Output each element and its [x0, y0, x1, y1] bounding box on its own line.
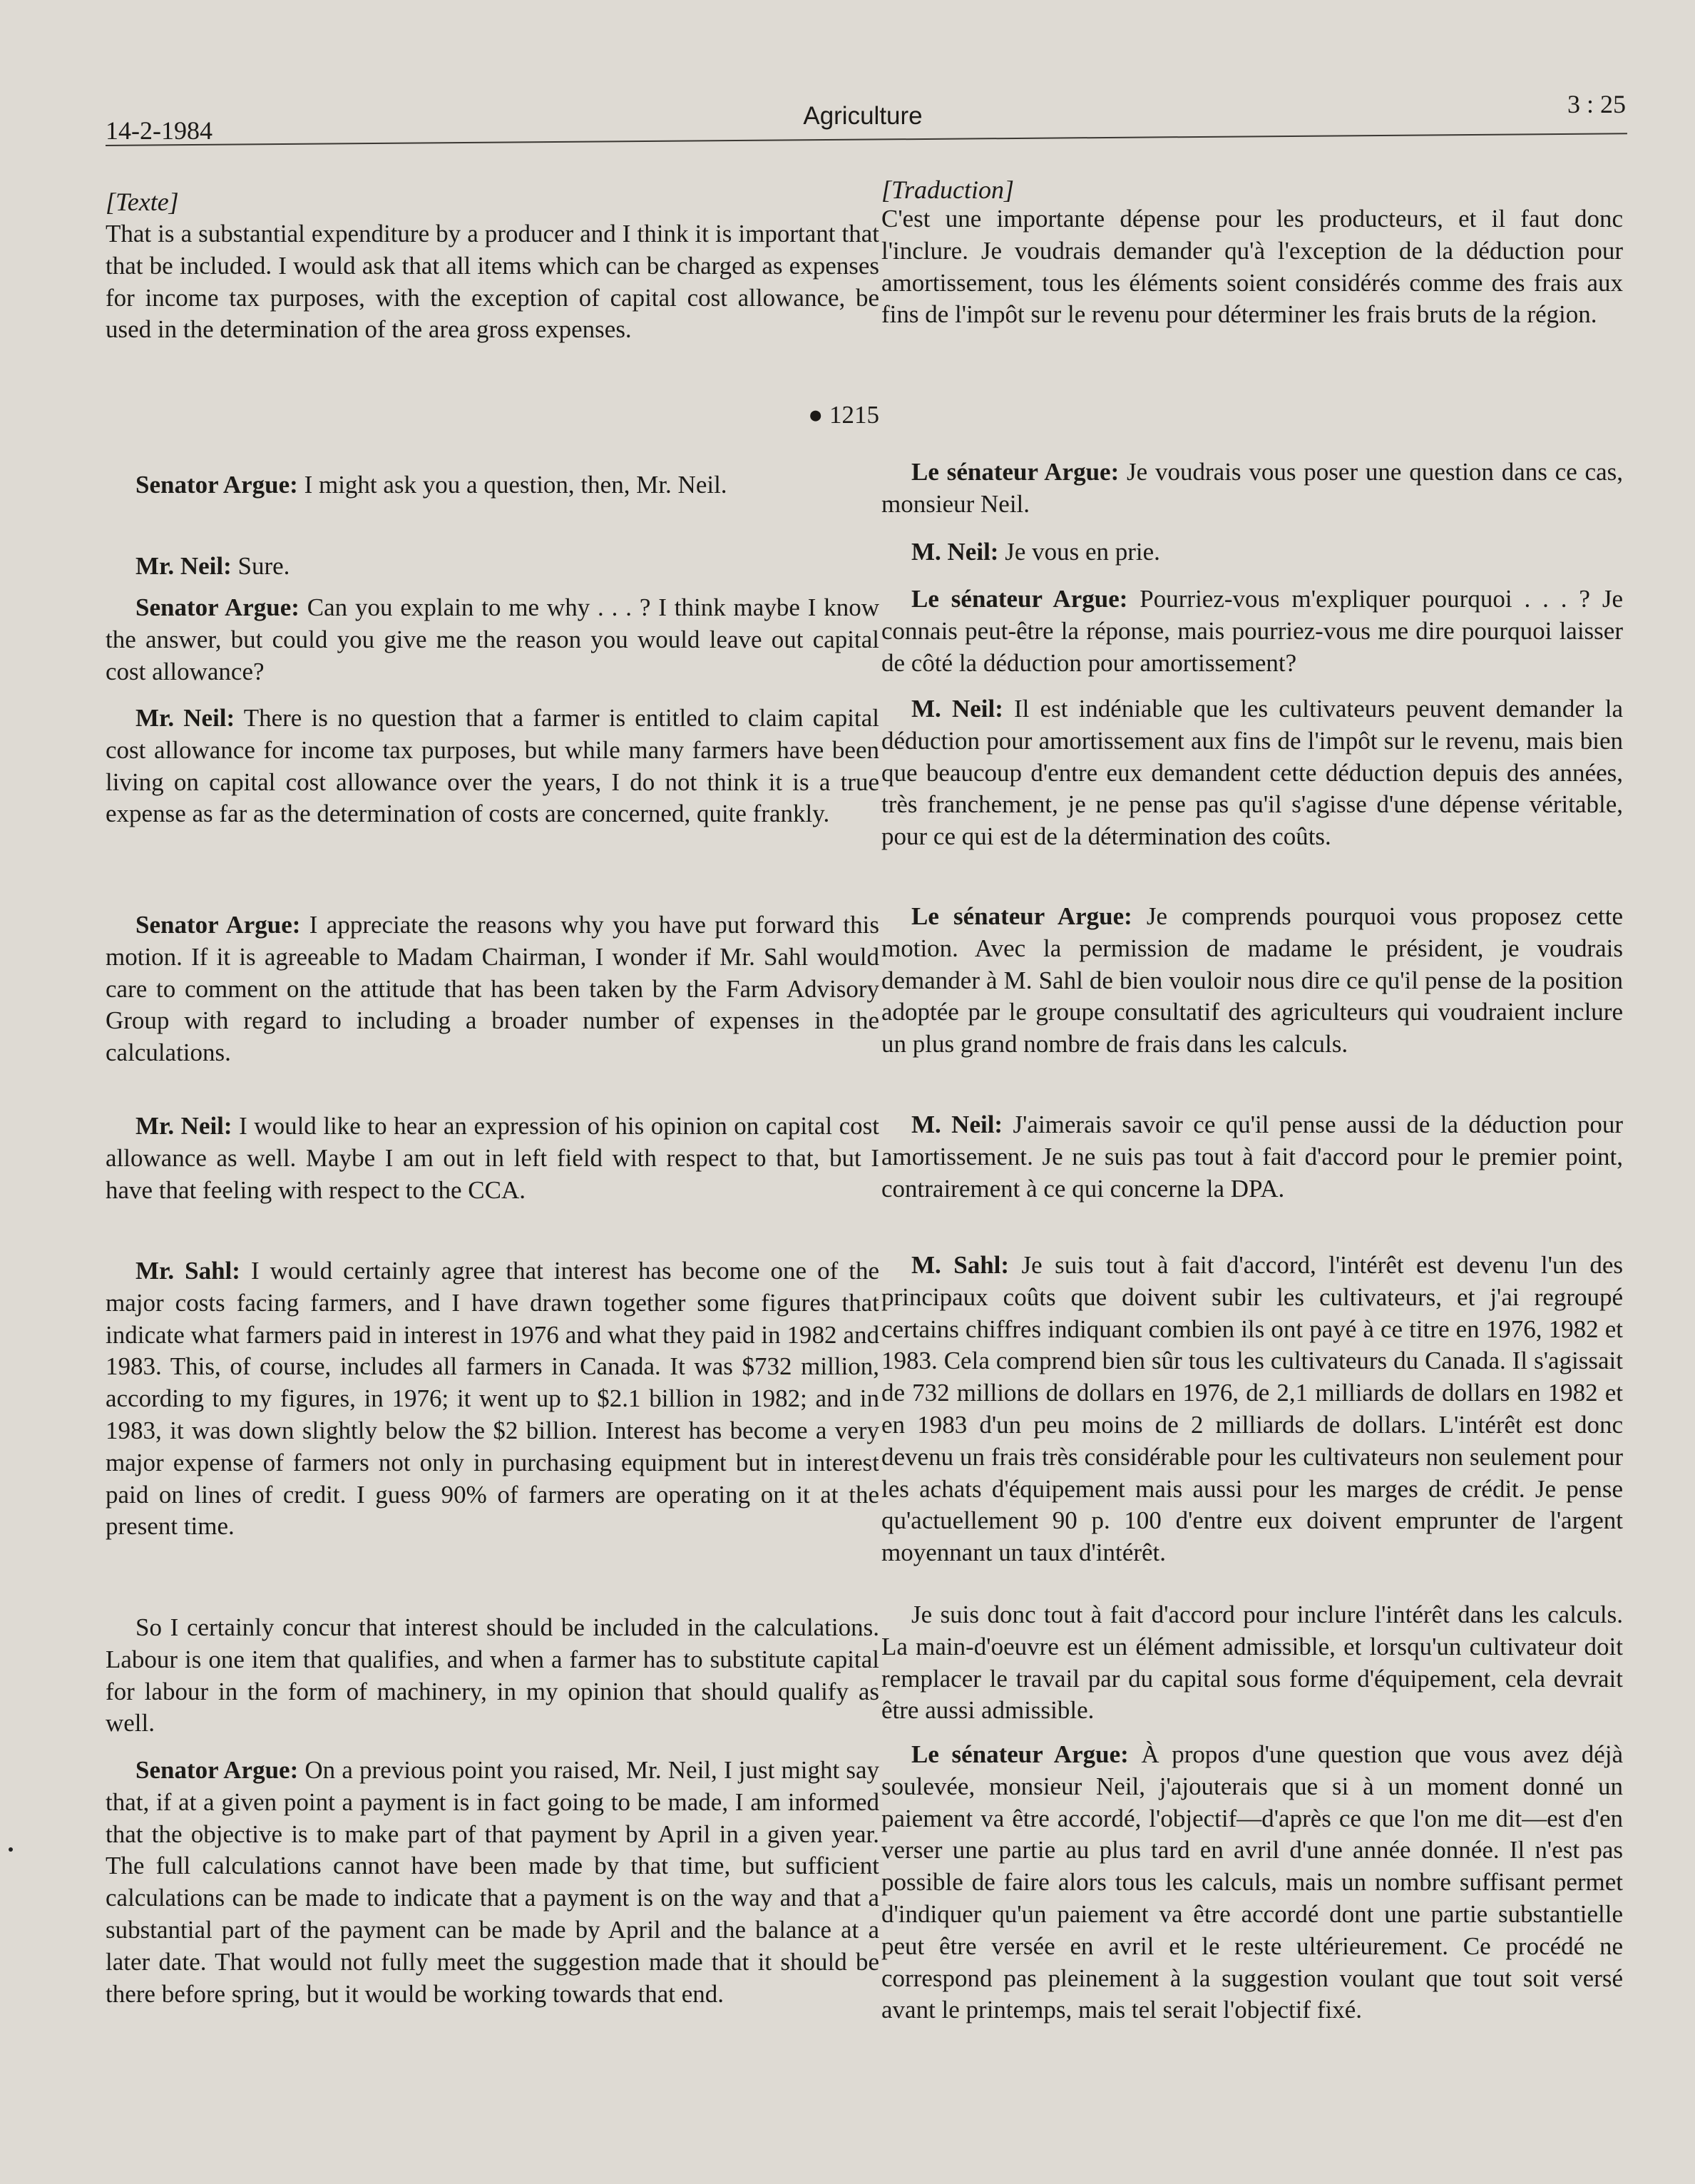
french-paragraph	[881, 456, 1623, 521]
header-title: Agriculture	[803, 102, 923, 130]
speech-text: À propos d'une question que vous avez déjà soulevée, monsieur Neil, j'ajouterais que si à un moment donné un paiement va être accordé, l'objectif—d'après ce que l'on me dit—est d'en verser une partie au plus tard en avril d'une année donnée. Il n'est pas possible de faire alors tous les calculs, mais un nombre suffisant permet d'indiquer qu'un paiement va être accordé dont une partie substantielle peut être versée en avril et le reste ultérieurement. Ce procédé ne correspond pas pleinement à la suggestion voulant que tout soit versé avant le printemps, mais tel serait l'objectif fixé.	[881, 1740, 1623, 2024]
speaker-name: Le sénateur Argue:	[911, 1740, 1129, 1768]
speech-text: Pourriez-vous m'expliquer pourquoi . . . ? Je connais peut-être la réponse, mais pourriez-vous me dire pourquoi laisser de côté la déduction pour amortissement?	[881, 585, 1623, 677]
french-paragraph	[881, 901, 1623, 1061]
margin-speck	[9, 1847, 13, 1852]
speech-text: Can you explain to me why . . . ? I think maybe I know the answer, but could you give me the reason you would leave out capital cost allowance?	[106, 593, 879, 685]
speaker-name: Le sénateur Argue:	[911, 585, 1128, 613]
english-paragraph	[106, 703, 879, 830]
speech-text: Je suis tout à fait d'accord, l'intérêt est devenu l'un des principaux coûts que doivent subir les cultivateurs, et j'ai regroupé certains chiffres indiquant combien ils ont payé à ce titre en 1976, 1982 et 1983. Cela comprend bien sûr tous les cultivateurs du Canada. Il s'agissait de 732 millions de dollars en 1976, de 2,1 milliards de dollars en 1982 et en 1983 d'un peu moins de 2 milliards de dollars. L'intérêt est donc devenu un frais très considérable pour les cultivateurs non seulement pour les achats d'équipement mais aussi pour les marges de crédit. Je pense qu'actuellement 90 p. 100 d'entre eux doivent emprunter de l'argent moyennant un taux d'intérêt.	[881, 1251, 1623, 1567]
english-paragraph	[106, 1111, 879, 1206]
speaker-name: Le sénateur Argue:	[911, 458, 1120, 486]
french-paragraph	[881, 1250, 1623, 1569]
speaker-name: Mr. Neil:	[135, 1112, 232, 1140]
speech-text: Je voudrais vous poser une question dans ce cas, monsieur Neil.	[881, 458, 1623, 518]
french-paragraph	[881, 1109, 1623, 1205]
speech-text: There is no question that a farmer is entitled to claim capital cost allowance for income tax purposes, but while many farmers have been living on capital cost allowance over the years, I do not think it is a true expense as far as the determination of costs are concerned, quite frankly.	[106, 704, 880, 828]
english-column-label: [Texte]	[106, 188, 179, 216]
english-paragraph	[106, 592, 879, 688]
french-column-label: [Traduction]	[881, 175, 1015, 204]
speaker-name: Senator Argue:	[135, 471, 298, 499]
speech-text: Je comprends pourquoi vous proposez cette motion. Avec la permission de madame le président, je voudrais demander à M. Sahl de bien vouloir nous dire ce qu'il pense de la position adoptée par le groupe consultatif des agriculteurs qui voudraient inclure un plus grand nombre de frais dans les calculs.	[881, 902, 1624, 1058]
french-paragraph: Je suis donc tout à fait d'accord pour inclure l'intérêt dans les calculs. La main-d'oeuvre est un élément admissible, et lorsqu'un cultivateur doit remplacer le travail par du capital sous forme d'équipement, cela devrait être aussi admissible.	[881, 1601, 1623, 1725]
page-header	[0, 0, 1695, 157]
speaker-name: M. Neil:	[911, 695, 1003, 723]
speech-text: I would certainly agree that interest has become one of the major costs facing farmers, and I have drawn together some figures that indicate what farmers paid in interest in 1976 and what they paid in 1982 and 1983. This, of course, includes all farmers in Canada. It was $732 million, according to my figures, in 1976; it went up to $2.1 billion in 1982; and in 1983, it was down slightly below the $2 billion. Interest has become a very major expense of farmers not only in purchasing equipment but in interest paid on lines of credit. I guess 90% of farmers are operating on it at the present time.	[106, 1257, 880, 1541]
speaker-name: M. Sahl:	[911, 1251, 1010, 1279]
french-paragraph	[881, 693, 1623, 853]
speaker-name: Senator Argue:	[135, 1756, 299, 1784]
english-paragraph	[106, 551, 879, 583]
speaker-name: Senator Argue:	[135, 911, 301, 939]
speaker-name: Le sénateur Argue:	[911, 902, 1132, 930]
english-paragraph: That is a substantial expenditure by a producer and I think it is important that that be included. I would ask that all items which can be charged as expenses for income tax purposes, with the exception of capital cost allowance, be used in the determination of the area gross expenses.	[106, 220, 879, 344]
english-paragraph	[106, 909, 879, 1069]
header-page-number: 3 : 25	[1567, 90, 1626, 118]
speaker-name: M. Neil:	[911, 1111, 1003, 1138]
header-rule	[106, 133, 1627, 146]
header-date: 14-2-1984	[106, 116, 212, 145]
speech-text: Je vous en prie.	[998, 538, 1160, 566]
english-paragraph	[106, 469, 879, 501]
speaker-name: Mr. Neil:	[135, 704, 235, 732]
speaker-name: Senator Argue:	[135, 593, 299, 621]
french-paragraph: C'est une importante dépense pour les producteurs, et il faut donc l'inclure. Je voudrais demander qu'à l'exception de la déduction pour amortissement, tous les éléments soient considérés comme des frais aux fins de l'impôt sur le revenu pour déterminer les frais bruts de la région.	[881, 205, 1623, 329]
french-paragraph	[881, 583, 1623, 679]
speaker-name: Mr. Sahl:	[135, 1257, 240, 1285]
timestamp-marker: ● 1215	[808, 401, 879, 429]
french-paragraph	[881, 536, 1623, 568]
speech-text: Il est indéniable que les cultivateurs peuvent demander la déduction pour amortissement aux fins de l'impôt sur le revenu, mais bien que beaucoup d'entre eux demandent cette déduction depuis des années, très franchement, je ne pense pas qu'il s'agisse d'une dépense véritable, pour ce qui est de la détermination des coûts.	[881, 695, 1623, 851]
speech-text: I would like to hear an expression of his opinion on capital cost allowance as well. Maybe I am out in left field with respect to that, but I have that feeling with respect to the CCA.	[106, 1112, 879, 1204]
speaker-name: Mr. Neil:	[135, 552, 232, 580]
speech-text: I appreciate the reasons why you have put forward this motion. If it is agreeable to Madam Chairman, I wonder if Mr. Sahl would care to comment on the attitude that has been taken by the Farm Advisory Group with regard to including a broader number of expenses in the calculations.	[106, 911, 880, 1067]
speech-text: Sure.	[231, 552, 290, 580]
speech-text: J'aimerais savoir ce qu'il pense aussi de la déduction pour amortissement. Je ne suis pas tout à fait d'accord pour le premier point, contrairement à ce qui concerne la DPA.	[881, 1111, 1623, 1203]
english-paragraph	[106, 1255, 879, 1543]
speech-text: On a previous point you raised, Mr. Neil, I just might say that, if at a given point a payment is in fact going to be made, I am informed that the objective is to make part of that payment by April in a given year. The full calculations cannot have been made by that time, but sufficient calculations can be made to indicate that a payment is on the way and that a substantial part of the payment can be made by April and the balance at a later date. That would not fully meet the suggestion made that it should be there before spring, but it would be working towards that end.	[106, 1756, 879, 2008]
english-paragraph: So I certainly concur that interest should be included in the calculations. Labour is one item that qualifies, and when a farmer has to substitute capital for labour in the form of machinery, in my opinion that should qualify as well.	[106, 1613, 879, 1737]
speaker-name: M. Neil:	[911, 538, 999, 566]
french-paragraph	[881, 1739, 1623, 2026]
english-paragraph	[106, 1755, 879, 2010]
speech-text: I might ask you a question, then, Mr. Neil.	[297, 471, 727, 499]
